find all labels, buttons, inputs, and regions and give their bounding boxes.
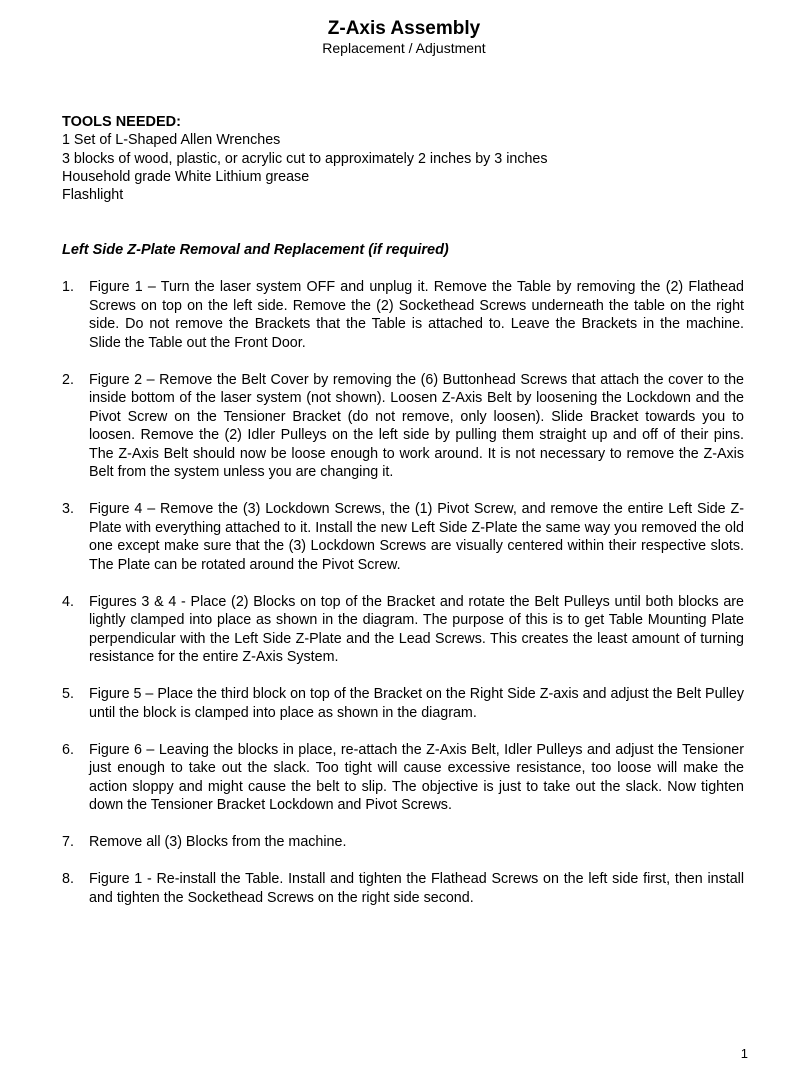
step-number: 7. — [62, 834, 74, 850]
step-item — [62, 500, 744, 574]
step-number: 6. — [62, 741, 74, 758]
tools-item: 3 blocks of wood, plastic, or acrylic cut to approximately 2 inches by 3 inches — [62, 150, 548, 167]
step-item — [62, 593, 744, 667]
section-heading: Left Side Z-Plate Removal and Replacement (if required) — [62, 242, 449, 258]
step-number: 2. — [62, 371, 74, 388]
step-text: Figure 1 – Turn the laser system OFF and unplug it. Remove the Table by removing the (2) Flathead Screws on top on the left side. Remove the (2) Sockethead Screws underneath the table on the right side. Do not remove the Brackets that the Table is attached to. Leave the Brackets in the machine. Slide the Table out the Front Door. — [89, 279, 744, 351]
page-number: 1 — [740, 1046, 748, 1061]
step-text: Remove all (3) Blocks from the machine. — [89, 834, 347, 850]
step-number: 4. — [62, 593, 74, 610]
step-text: Figure 1 - Re-install the Table. Install and tighten the Flathead Screws on the left side first, then install and tighten the Sockethead Screws on the right side second. — [89, 871, 744, 906]
step-number: 1. — [62, 279, 74, 295]
step-text: Figure 4 – Remove the (3) Lockdown Screws, the (1) Pivot Screw, and remove the entire Left Side Z-Plate with everything attached to it. Install the new Left Side Z-Plate the same way you removed the old one except make sure that the (3) Lockdown Screws are visually centered within their respective slots. The Plate can be rotated around the Pivot Screw. — [89, 501, 744, 573]
step-item — [62, 371, 744, 482]
step-item — [62, 833, 744, 852]
steps-list — [62, 278, 744, 926]
step-item — [62, 278, 744, 352]
tools-item: 1 Set of L-Shaped Allen Wrenches — [62, 132, 281, 149]
step-text: Figures 3 & 4 - Place (2) Blocks on top of the Bracket and rotate the Belt Pulleys until both blocks are lightly clamped into place as shown in the diagram. The purpose of this is to get Table Mounting Plate perpendicular with the Left Side Z-Plate and the Lead Screws. This creates the least amount of turning resistance for the entire Z-Axis System. — [89, 593, 744, 665]
step-text: Figure 6 – Leaving the blocks in place, re-attach the Z-Axis Belt, Idler Pulleys and adjust the Tensioner just enough to take out the slack. Too tight will cause excessive resistance, too loose will make the action sloppy and might cause the belt to slip. The objective is just to take out the slack. Now tighten down the Tensioner Bracket Lockdown and Pivot Screws. — [89, 741, 744, 813]
page-subtitle: Replacement / Adjustment — [322, 40, 486, 56]
tools-section — [62, 113, 752, 204]
step-item — [62, 870, 744, 907]
step-number: 5. — [62, 686, 74, 702]
page-title: Z-Axis Assembly — [327, 18, 481, 39]
tools-item: Flashlight — [62, 187, 124, 204]
step-number: 8. — [62, 871, 74, 887]
step-text: Figure 2 – Remove the Belt Cover by removing the (6) Buttonhead Screws that attach the cover to the inside bottom of the laser system (not shown). Loosen Z-Axis Belt by loosening the Lockdown and the Pivot Screw on the Tensioner Bracket (do not remove, only loosen). Slide Bracket towards you to loosen. Remove the (2) Idler Pulleys on the left side by pulling them straight up and off of their pins. The Z-Axis Belt should now be loose enough to work around. It is not necessary to remove the Z-Axis Belt from the system unless you are changing it. — [89, 371, 744, 480]
tools-heading: TOOLS NEEDED: — [62, 114, 181, 130]
step-number: 3. — [62, 501, 74, 517]
step-item — [62, 741, 744, 815]
step-item — [62, 685, 744, 722]
tools-item: Household grade White Lithium grease — [62, 168, 310, 185]
step-text: Figure 5 – Place the third block on top of the Bracket on the Right Side Z-axis and adjust the Belt Pulley until the block is clamped into place as shown in the diagram. — [89, 686, 744, 721]
